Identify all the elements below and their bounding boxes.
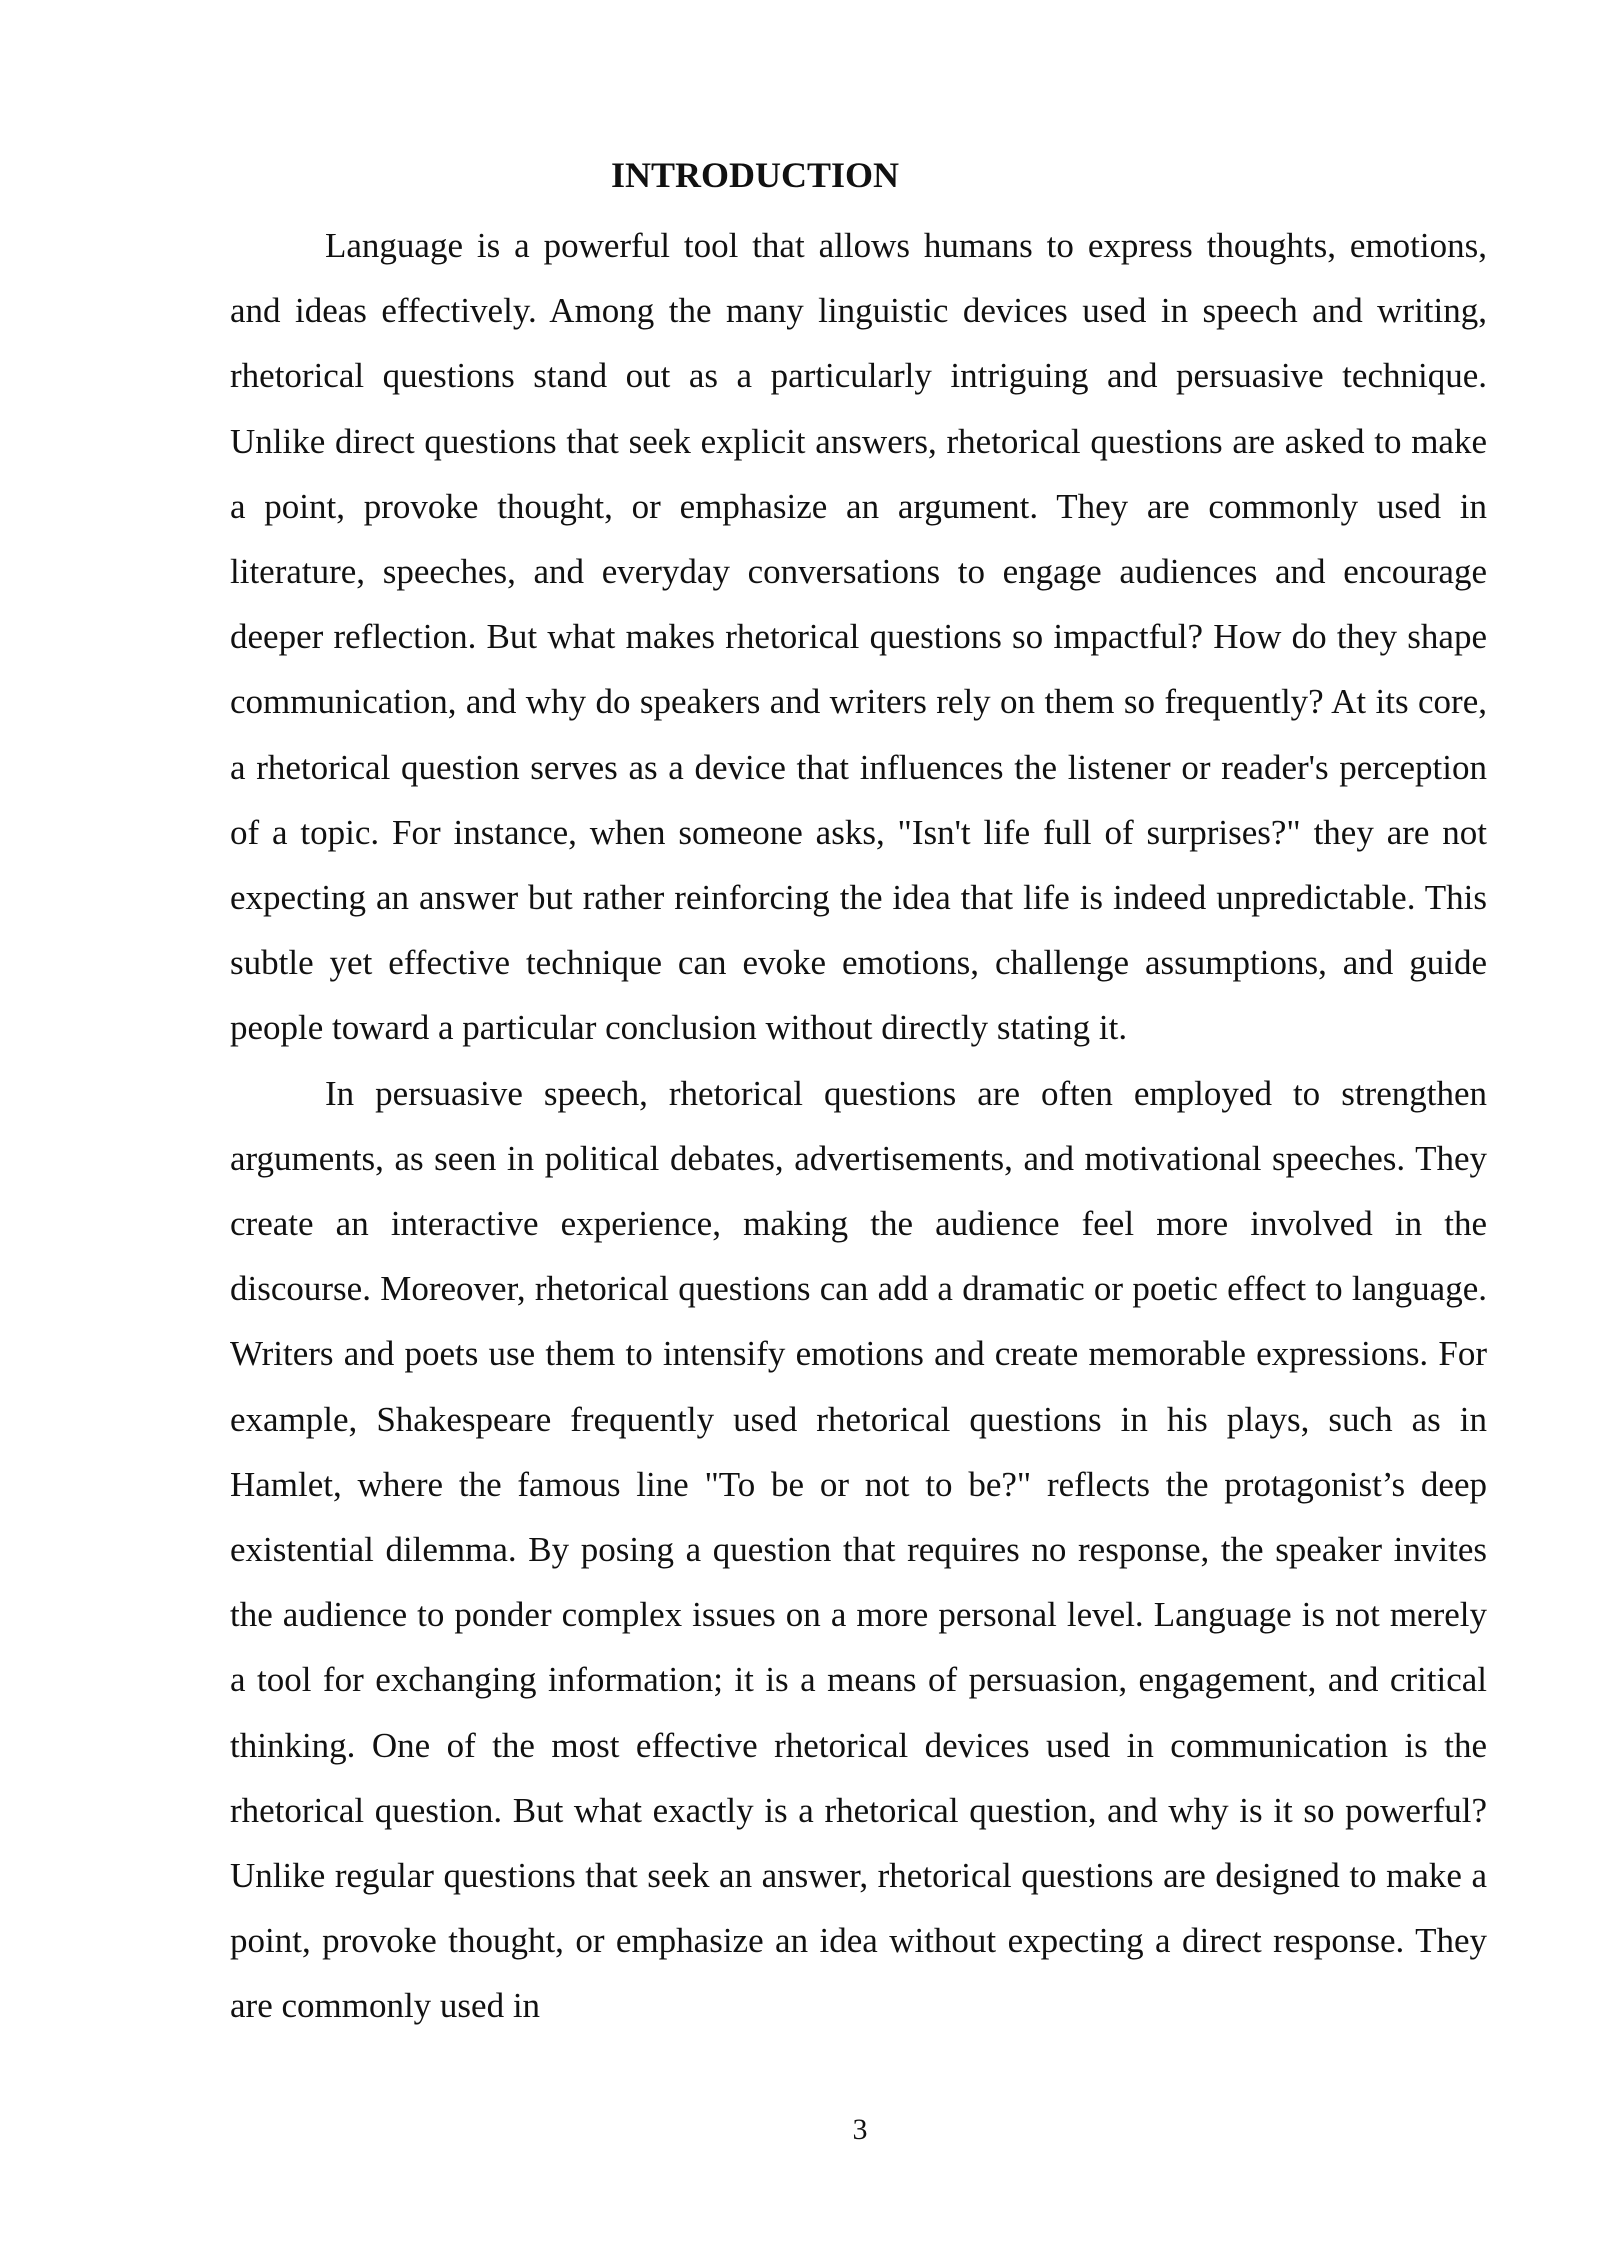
paragraph-2: In persuasive speech, rhetorical questions are often employed to strengthen arguments, as seen in political debates, advertisements, and motivational speeches. They create an interactive experience, making the audience feel more involved in the discourse. Moreover, rhetorical questions can add a dramatic or poetic effect to language. Writers and poets use them to intensify emotions and create memorable expressions. For example, Shakespeare frequently used rhetorical questions in his plays, such as in Hamlet, where the famous line "To be or not to be?" reflects the protagonist’s deep existential dilemma. By posing a question that requires no response, the speaker invites the audience to ponder complex issues on a more personal level. Language is not merely a tool for exchanging information; it is a means of persuasion, engagement, and critical thinking. One of the most effective rhetorical devices used in communication is the rhetorical question. But what exactly is a rhetorical question, and why is it so powerful? Unlike regular questions that seek an answer, rhetorical questions are designed to make a point, provoke thought, or emphasize an idea without expecting a direct response. They are commonly used in: [230, 1073, 1487, 2026]
page-number: 3: [852, 2113, 868, 2146]
body-text: [230, 213, 1487, 2039]
section-heading: INTRODUCTION: [610, 155, 900, 195]
paragraph-1: Language is a powerful tool that allows humans to express thoughts, emotions, and ideas effectively. Among the many linguistic devices used in speech and writing, rhetorical questions stand out as a particularly intriguing and persuasive technique. Unlike direct questions that seek explicit answers, rhetorical questions are asked to make a point, provoke thought, or emphasize an argument. They are commonly used in literature, speeches, and everyday conversations to engage audiences and encourage deeper reflection. But what makes rhetorical questions so impactful? How do they shape communication, and why do speakers and writers rely on them so frequently? At its core, a rhetorical question serves as a device that influences the listener or reader's perception of a topic. For instance, when someone asks, "Isn't life full of surprises?" they are not expecting an answer but rather reinforcing the idea that life is indeed unpredictable. This subtle yet effective technique can evoke emotions, challenge assumptions, and guide people toward a particular conclusion without directly stating it.: [230, 226, 1487, 1048]
